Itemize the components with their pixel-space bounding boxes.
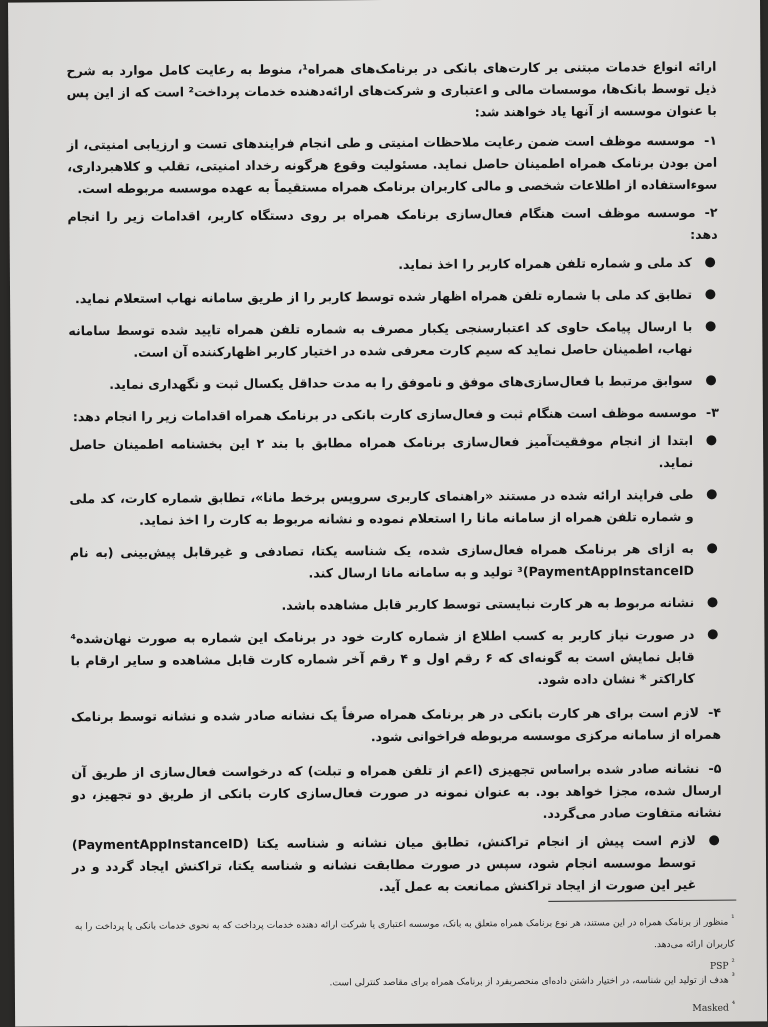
clause-1 (67, 130, 717, 201)
document-page (8, 0, 767, 1027)
bullet-icon: ● (706, 540, 718, 556)
list-item: ● کد ملی و شماره تلفن همراه کاربر را اخذ نماید. (68, 252, 692, 278)
bullet-icon: ● (708, 832, 720, 848)
clause-4 (71, 702, 721, 751)
list-item: ● با ارسال پیامک حاوی کد اعتبارسنجی یکبار مصرف به شماره تلفن همراه تایید شده توسط سامانه نهاب، اطمینان حاصل نماید که سیم کارت معرفی شده در اختیار کاربر اظهارکننده آن است. (68, 316, 692, 364)
footnote-3: $^{^3}$ هدف از تولید این شناسه، در اختیار داشتن داده‌ای منحصربفرد از برنامک همراه برای مقاصد کنترلی است. (329, 971, 735, 989)
list-item: ● تطابق کد ملی با شماره تلفن همراه اظهار شده توسط کاربر را از طریق سامانه نهاب استعلام نماید. (68, 284, 692, 310)
bullet-icon: ● (704, 254, 716, 270)
footnote-marker: ² (731, 957, 735, 967)
bullet-icon: ● (704, 318, 717, 334)
document-body (66, 56, 722, 911)
list-item: ● در صورت نیاز کاربر به کسب اطلاع از شماره کارت خود در برنامک این شماره به صورت نهان‌شده⁴ قابل نمایش است به گونه‌ای که ۶ رقم اول و ۴ رقم آخر شماره کارت قابل مشاهده و سایر ارقام با کاراکتر * نشان داده شود. (70, 624, 694, 694)
list-item: ● به ازای هر برنامک همراه فعال‌سازی شده، یک شناسه یکتا، تصادفی و غیرقابل پیش‌بینی (به نام PaymentAppInstanceID)³ تولید و به سامانه مانا ارسال کند. (70, 538, 694, 586)
clause-5-bullets (72, 830, 722, 901)
intro-paragraph: ارائه انواع خدمات مبتنی بر کارت‌های بانکی در برنامک‌های همراه¹، منوط به رعایت کامل موارد به شرح ذیل توسط بانک‌ها، موسسات مالی و اعتباری و شرکت‌های ارائه‌دهنده خدمات پرداخت² است که از این پس با عنوان موسسه از آنها یاد خواهند شد: (66, 58, 717, 120)
clause-2 (67, 202, 717, 251)
footnote-marker: ³ (731, 971, 735, 981)
clause-3-bullets (69, 430, 721, 695)
footnote-marker: ¹ (731, 913, 735, 923)
list-item: ● ابتدا از انجام موفقیت‌آمیز فعال‌سازی برنامک همراه مطابق با بند ۲ این بخشنامه اطمینان حاصل نماید. (69, 430, 693, 478)
bullet-icon: ● (705, 432, 718, 448)
footnote-2: $^{^2}$ PSP (709, 957, 735, 972)
bullet-icon: ● (706, 486, 718, 502)
bullet-icon: ● (707, 626, 719, 642)
clause-number: ۱- (704, 132, 718, 148)
clause-text: لازم است برای هر کارت بانکی در هر برنامک همراه صرفاً یک نشانه صادر شده و نشانه توسط برنامک همراه از سامانه مرکزی موسسه مربوطه فراخوانی شود. (70, 704, 722, 745)
clause-5 (71, 758, 721, 829)
clause-number: ۵- (708, 760, 722, 776)
clause-text: موسسه موظف است هنگام فعال‌سازی برنامک همراه بر روی دستگاه کاربر، اقدامات زیر را انجام دهد: (67, 204, 718, 242)
clause-number: ۴- (708, 704, 722, 720)
bullet-icon: ● (706, 594, 719, 610)
list-item: ● طی فرایند ارائه شده در مستند «راهنمای کاربری سرویس برخط مانا»، تطابق شماره کارت، کد ملی و شماره تلفن همراه از سامانه مانا را استعلام نموده و نشانه مربوط به کارت را اخذ نماید. (69, 484, 693, 532)
list-item: ● لازم است پیش از انجام تراکنش، تطابق میان نشانه و شناسه یکتا (PaymentAppInstanceID) توسط موسسه انجام شود، سپس در صورت مطابقت نشانه و شناسه یکتا، تراکنش ایجاد گردد و در غیر این صورت از ایجاد تراکنش ممانعت به عمل آید. (72, 830, 696, 900)
clause-2-bullets (68, 252, 719, 397)
bullet-icon: ● (704, 286, 717, 302)
clause-number: ۳- (705, 404, 719, 420)
clause-text: موسسه موظف است هنگام ثبت و فعال‌سازی کارت بانکی در برنامک همراه اقدامات زیر را انجام دهد: (72, 404, 697, 425)
clause-number: ۲- (704, 204, 718, 220)
list-item: ● سوابق مرتبط با فعال‌سازی‌های موفق و ناموفق را به مدت حداقل یکسال ثبت و نگهداری نماید. (69, 370, 693, 396)
list-item: ● نشانه مربوط به هر کارت نبایستی توسط کاربر قابل مشاهده باشد. (70, 592, 694, 618)
footnote-4: $^{^4}$ Masked (692, 999, 736, 1014)
clause-text: نشانه صادر شده براساس تجهیزی (اعم از تلفن همراه و تبلت) که درخواست فعال‌سازی از طریق آن ارسال شده، مجزا خواهد بود. به عنوان نمونه در صورت فعال‌سازی کارت بانکی از طریق دو تجهیز، دو نشانه متفاوت صادر می‌گردد. (71, 760, 722, 821)
clause-3 (69, 402, 719, 429)
footnote-1: $^{^1}$ منظور از برنامک همراه در این مستند، هر نوع برنامک همراه متعلق به بانک، موسسه اعتباری یا شرکت ارائه دهنده خدمات پرداخت که به نحوی خدمات بانکی یا پرداخت را به کاربران ارائه می‌دهد. (74, 913, 735, 951)
footnote-marker: ⁴ (731, 999, 736, 1009)
clause-text: موسسه موظف است ضمن رعایت ملاحظات امنیتی و طی انجام فرایندهای تست و ارزیابی امنیتی، از امن بودن برنامک همراه اطمینان حاصل نماید. مسئولیت وقوع هرگونه رخداد امنیتی، تقلب و کلاهبرداری، سوءاستفاده از اطلاعات شخصی و مالی کاربران برنامک همراه مستقیماً به عهده موسسه مربوطه است. (66, 132, 718, 197)
bullet-icon: ● (705, 372, 717, 388)
